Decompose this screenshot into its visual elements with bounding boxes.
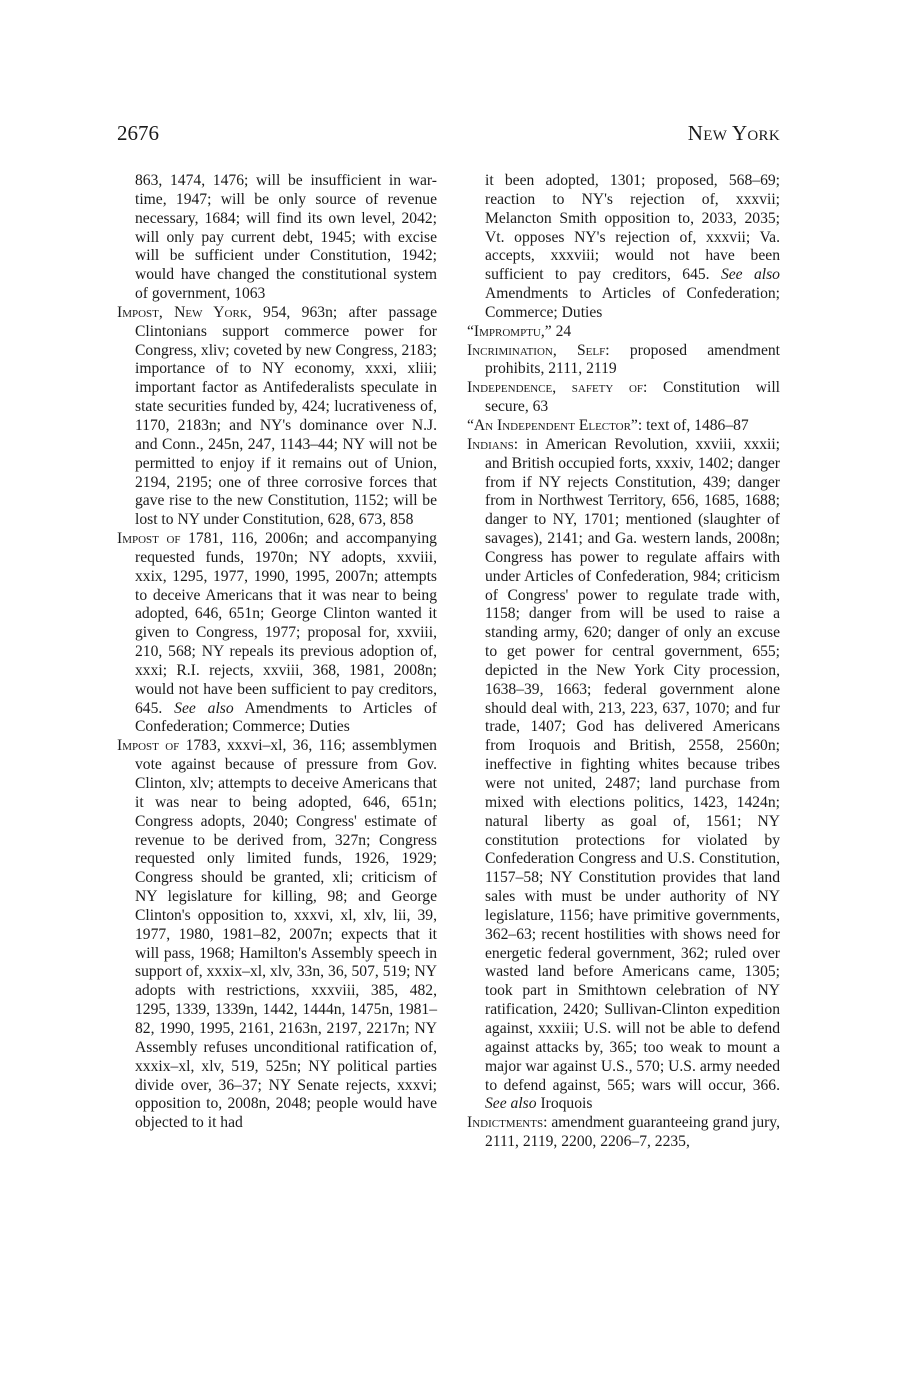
- index-entry: [117, 737, 437, 1133]
- index-entry: [117, 304, 437, 530]
- index-entry: [467, 436, 780, 1114]
- index-entry: [467, 1114, 780, 1152]
- entry-text: amendment guaranteeing grand jury, 2111, 2119, 2200, 2206–7, 2235,: [485, 1114, 780, 1151]
- index-entry: [117, 530, 437, 737]
- entry-heading: Independence, safety of:: [467, 379, 648, 397]
- index-entry-continuation: 863, 1474, 1476; will be insufficient in war-time, 1947; will be only source of revenue necessary, 1684; will find its own level, 2042; will only pay current debt, 1945; with excise will be sufficient under Constitution, 1942; would have changed the constitutional system of government, 1063: [135, 172, 437, 303]
- index-entry: [467, 323, 780, 342]
- index-entry-continuation: it been adopted, 1301; proposed, 568–69; reaction to NY's rejection of, xxxvii; Melancton Smith opposition to, 2033, 2035; Vt. opposes NY's rejection of, xxxvii; Va. accepts, xxxviii; would not have been sufficient to pay creditors, 645. See also Amendments to Articles of Confederation; Commerce; Duties: [485, 172, 780, 321]
- see-also-label: See also: [485, 1095, 537, 1113]
- entry-heading: Indictments:: [467, 1114, 548, 1132]
- entry-heading: Impost, New York,: [117, 303, 252, 321]
- see-also-text: Amendments to Articles of Confederation; Commerce; Duties: [485, 285, 780, 321]
- see-also-text: Iroquois: [536, 1095, 593, 1113]
- index-entry: [467, 379, 780, 417]
- entry-text: xxxvi–xl, 36, 116; assemblymen vote against because of pressure from Gov. Clinton, xlv; attempts to deceive Americans that it was near to being adopted, 646, 651n; Congress adopts, 2040; Congress' estimate of revenue to be derived from, 327n; Congress requested only limited funds, 1926, 1929; Congress should be granted, xli; criticism of NY legislature for killing, 98; and George Clinton's opposition to, xxxvi, xl, xlv, lii, 39, 1977, 1980, 1981–82, 2007n; expects that it will pass, 1968; Hamilton's Assembly speech in support of, xxxix–xl, xlv, 33n, 36, 507, 519; NY adopts with restrictions, xxxviii, 385, 482, 1295, 1339, 1339n, 1442, 1444n, 1475n, 1981–82, 1990, 1995, 2161, 2163n, 2197, 2217n; NY Assembly refuses unconditional ratification of, xxxix–xl, xlv, 519, 525n; NY political parties divide over, 36–37; NY Senate rejects, xxxvi; opposition to, 2008n, 2048; people would have objected to it had: [135, 737, 437, 1132]
- entry-heading: “An Independent Elector”:: [467, 416, 643, 434]
- entry-heading: Impost of 1781,: [117, 530, 224, 548]
- entry-heading: Incrimination, Self:: [467, 341, 610, 359]
- entry-text: 24: [551, 322, 572, 340]
- index-entry: [467, 417, 780, 436]
- left-column: [117, 172, 437, 1133]
- right-column: [467, 172, 780, 1152]
- index-entry: [467, 342, 780, 380]
- entry-text: Constitution will secure, 63: [485, 379, 780, 416]
- entry-text: proposed amendment prohibits, 2111, 2119: [485, 341, 780, 378]
- page-header: [117, 121, 780, 151]
- running-head: New York: [687, 121, 780, 145]
- entry-heading: Indians:: [467, 435, 519, 453]
- entry-heading: Impost of 1783,: [117, 737, 221, 755]
- entry-heading: “Impromptu,”: [467, 322, 552, 340]
- see-also-label: See also: [720, 266, 780, 284]
- see-also-label: See also: [174, 699, 234, 717]
- entry-text: in American Revolution, xxviii, xxxii; and British occupied forts, xxxiv, 1402; danger from if NY rejects Constitution, 439; danger from in Northwest Territory, 656, 1685, 1688; danger to NY, 1701; mentioned (slaughter of savages), 2141; and Ga. western lands, 2008n; Congress has power to regulate affairs with under Articles of Confederation, 984; criticism of Congress' power to regulate trade with, 1158; danger from will be used to raise a standing army, 620; danger of only an excuse to get power for central government, 655; depicted in the New York City procession, 1638–39, 1663; federal government alone should deal with, 213, 223, 637, 1070; and fur trade, 1407; God has delivered Americans from Iroquois and British, 2558, 2560n; ineffective in fighting whites because tribes were not united, 2487; land purchase from mixed with elections politics, 1423, 1424n; natural liberty as goal of, 1561; NY constitution protections for violated by Confederation Congress and U.S. Constitution, 1157–58; NY Constitution provides that land sales with must be under authority of NY legislature, 1156; have primitive governments, 362–63; recent hostilities with shows need for energetic federal government, 362; ruled over wasted land before Americans came, 1305; took part in Smithtown celebration of NY ratification, 2420; Sullivan-Clinton expedition against, xxxiii; U.S. will not be able to defend against attacks by, 365; too weak to mount a major war against U.S., 570; U.S. army needed to defend against, 565; wars will occur, 366.: [485, 435, 780, 1094]
- entry-text: text of, 1486–87: [642, 416, 749, 434]
- entry-text: 116, 2006n; and accompanying requested funds, 1970n; NY adopts, xxviii, xxix, 1295, 1977, 1990, 1995, 2007n; attempts to deceive Americans that it was near to being adopted, 646, 651n; George Clinton wanted it given to Congress, 1977; proposal for, xxviii, 210, 568; NY repeals its previous adoption of, xxxi; R.I. rejects, xxviii, 368, 1981, 2008n; would not have been sufficient to pay creditors, 645.: [135, 530, 437, 717]
- see-also-text: Amendments to Articles of Confederation; Commerce; Duties: [135, 699, 437, 736]
- entry-text: 954, 963n; after passage Clintonians support commerce power for Congress, xliv; coveted by new Congress, 2183; importance of to NY economy, xxxi, xliii; important factor as Antifederalists speculate in state securities funded by, 424; lucrativeness of, 1170, 2183n; and NY's dominance over N.J. and Conn., 245n, 247, 1143–44; NY will not be permitted to enjoy if it remains out of Union, 2194, 2195; one of three corrosive forces that gave rise to the new Constitution, 1152; will be lost to NY under Constitution, 628, 673, 858: [135, 303, 437, 529]
- page-number: 2676: [117, 121, 159, 145]
